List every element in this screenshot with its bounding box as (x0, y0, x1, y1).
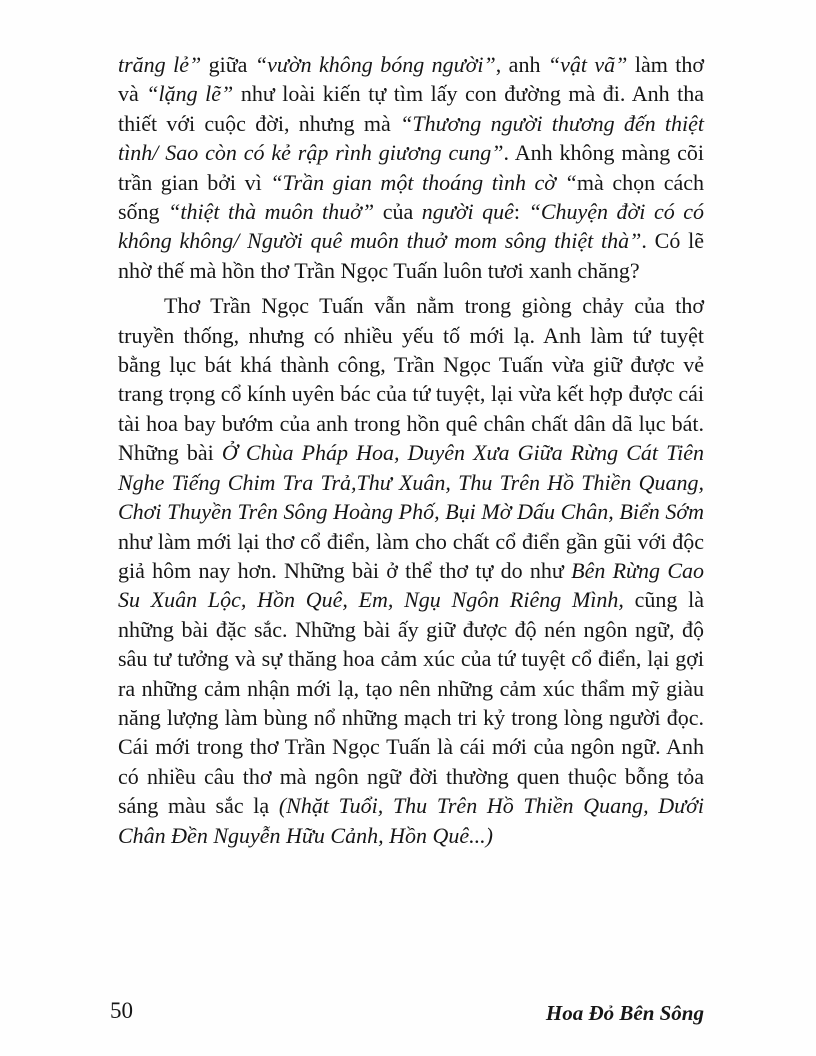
page-number: 50 (110, 998, 133, 1023)
page-text (118, 50, 704, 850)
text-run: như làm mới lại thơ cổ điển, làm cho chất cổ điển gần gũi với độc giả hôm nay hơn. Những bài ở thể thơ tự do như (118, 528, 704, 583)
italic-text-run: “thiệt thà muôn thuở” (168, 199, 375, 225)
text-run: . Anh không màng cõi trần gian bởi vì (118, 140, 705, 195)
text-run: giữa (201, 52, 255, 77)
italic-text-run: “vật vã” (547, 52, 628, 77)
book-title-running-footer: Hoa Đỏ Bên Sông (545, 1001, 704, 1025)
italic-text-run: “Trần gian một thoáng tình cờ “ (270, 169, 577, 195)
text-run: của (374, 199, 422, 225)
italic-text-run: trăng lẻ” (118, 52, 202, 77)
text-run: : (513, 199, 529, 225)
italic-text-run: Bên Rừng Cao Su Xuân Lộc, Hồn Quê, Em, Ngụ Ngôn Riêng Mình, (118, 557, 704, 613)
italic-text-run: “Chuyện đời có có không không/ Người quê muôn thuở mom sông thiệt thà” (118, 199, 705, 254)
text-run: như loài kiến tự tìm lấy con đường mà đi. Anh tha thiết với cuộc đời, nhưng mà (118, 81, 705, 136)
text-run: , anh (495, 52, 548, 77)
paragraph (118, 50, 704, 285)
italic-text-run: “Thương người thương đến thiệt tình/ Sao còn có kẻ rập rình giương cung” (118, 110, 704, 166)
italic-text-run: “vườn không bóng người” (254, 52, 496, 77)
text-run: . Có lẽ nhờ thế mà hồn thơ Trần Ngọc Tuấn luôn tươi xanh chăng? (118, 228, 704, 283)
text-run: Thơ Trần Ngọc Tuấn vẫn nằm trong giòng chảy của thơ truyền thống, nhưng có nhiều yếu tố mới lạ. Anh làm tứ tuyệt bằng lục bát khá thành công, Trần Ngọc Tuấn vừa giữ được vẻ trang trọng cổ kính uyên bác của tứ tuyệt, lại vừa kết hợp được cái tài hoa bay bướm của anh trong hồn quê chân chất dân dã lục bát. Những bài (118, 293, 704, 466)
paragraph (118, 291, 704, 850)
text-run: làm thơ và (118, 52, 705, 107)
italic-text-run: “lặng lẽ” (146, 81, 234, 107)
text-run: cũng là những bài đặc sắc. Những bài ấy giữ được độ nén ngôn ngữ, độ sâu tư tưởng và sự thăng hoa cảm xúc của tứ tuyệt cổ điển, lại gợi ra những cảm nhận mới lạ, tạo nên những cảm xúc thẩm mỹ giàu năng lượng làm bùng nổ những mạch tri kỷ trong lòng người đọc. Cái mới trong thơ Trần Ngọc Tuấn là cái mới của ngôn ngữ. Anh có nhiều câu thơ mà ngôn ngữ đời thường quen thuộc bỗng tỏa sáng màu sắc lạ (118, 587, 704, 819)
italic-text-run: Ở Chùa Pháp Hoa, Duyên Xưa Giữa Rừng Cát Tiên Nghe Tiếng Chim Tra Trả,Thư Xuân, Thu Trên Hồ Thiền Quang, Chơi Thuyền Trên Sông Hoàng Phố, Bụi Mờ Dấu Chân, Biển Sớm (118, 440, 704, 525)
text-run: mà chọn cách sống (118, 169, 704, 225)
italic-text-run: (Nhặt Tuổi, Thu Trên Hồ Thiền Quang, Dưới Chân Đền Nguyễn Hữu Cảnh, Hồn Quê...) (118, 793, 704, 848)
italic-text-run: người quê (421, 199, 514, 225)
